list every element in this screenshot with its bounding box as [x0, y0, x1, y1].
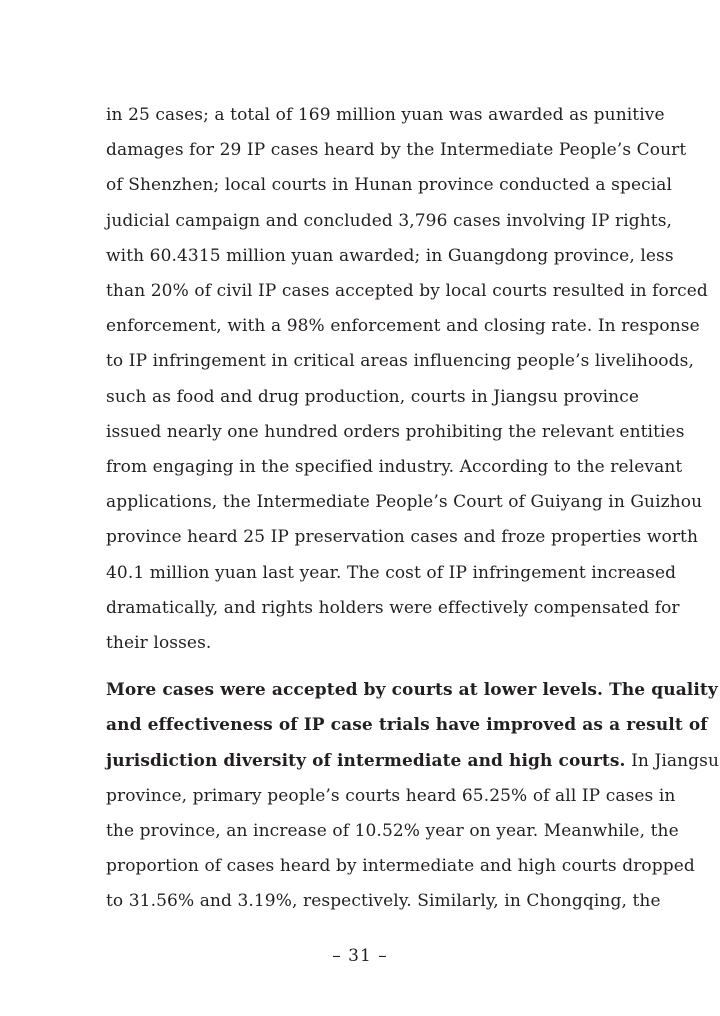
text-line: of Shenzhen; local courts in Hunan province conducted a special	[106, 175, 673, 196]
text-line: their losses.	[106, 633, 212, 654]
body-text	[106, 98, 720, 920]
text-line: province, primary people’s courts heard 65.25% of all IP cases in	[106, 785, 676, 806]
paragraph-1	[106, 98, 708, 661]
text-line: judicial campaign and concluded 3,796 cases involving IP rights,	[106, 210, 673, 231]
text-line: to IP infringement in critical areas influencing people’s livelihoods,	[106, 351, 694, 372]
paragraph-2	[106, 673, 720, 919]
text-line: damages for 29 IP cases heard by the Intermediate People’s Court	[106, 140, 687, 161]
bold-lead-line: More cases were accepted by courts at lower levels. The quality	[106, 680, 718, 701]
text-line: province heard 25 IP preservation cases and froze properties worth	[106, 527, 699, 548]
page-number: – 31 –	[332, 946, 388, 966]
text-line: in 25 cases; a total of 169 million yuan was awarded as punitive	[106, 105, 665, 125]
paragraph-spacer	[106, 661, 634, 673]
text-line: proportion of cases heard by intermediate and high courts dropped	[106, 856, 695, 877]
bold-lead-line: and effectiveness of IP case trials have improved as a result of	[106, 715, 708, 736]
text-line: to 31.56% and 3.19%, respectively. Similarly, in Chongqing, the	[106, 891, 661, 912]
mixed-line	[106, 744, 720, 779]
text-line: applications, the Intermediate People’s Court of Guiyang in Guizhou	[106, 492, 703, 513]
text-line: with 60.4315 million yuan awarded; in Guangdong province, less	[106, 245, 674, 266]
text-line: issued nearly one hundred orders prohibiting the relevant entities	[106, 421, 685, 442]
regular-text: In Jiangsu	[625, 750, 720, 771]
text-line: from engaging in the specified industry. According to the relevant	[106, 457, 683, 478]
text-line: dramatically, and rights holders were effectively compensated for	[106, 597, 680, 618]
text-line: the province, an increase of 10.52% year on year. Meanwhile, the	[106, 821, 679, 842]
text-line: than 20% of civil IP cases accepted by local courts resulted in forced	[106, 281, 708, 302]
text-line: such as food and drug production, courts in Jiangsu province	[106, 386, 640, 407]
bold-lead-text: jurisdiction diversity of intermediate and high courts.	[106, 750, 626, 771]
text-line: enforcement, with a 98% enforcement and closing rate. In response	[106, 316, 700, 337]
text-line: 40.1 million yuan last year. The cost of IP infringement increased	[106, 562, 677, 583]
